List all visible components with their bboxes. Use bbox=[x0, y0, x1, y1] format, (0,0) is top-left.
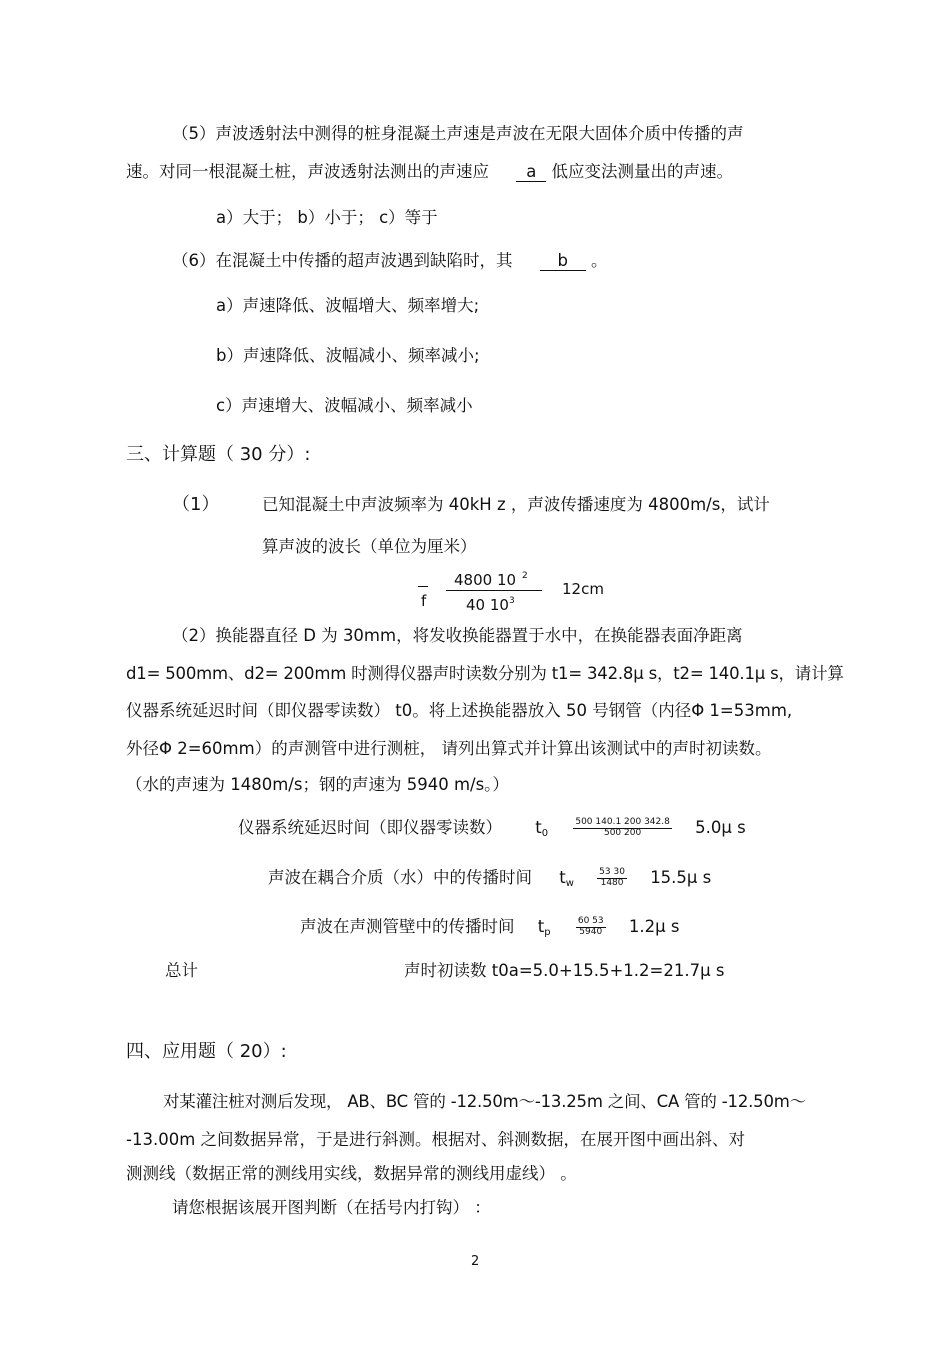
calc-pipe-wall-time bbox=[300, 917, 679, 938]
calc2-fraction bbox=[597, 868, 627, 889]
q5-line2-pre: 速。对同一根混凝土桩，声波透射法测出的声速应 bbox=[126, 162, 489, 181]
q6-stem-pre: （6）在混凝土中传播的超声波遇到缺陷时，其 bbox=[172, 251, 513, 270]
s3-p2-line5: （水的声速为 1480m/s；钢的声速为 5940 m/s。） bbox=[126, 775, 509, 794]
formula-num-exponent: 2 bbox=[522, 571, 528, 581]
calc2-result: 15.5μ s bbox=[650, 867, 712, 887]
q5-line2 bbox=[126, 164, 733, 182]
formula-denominator: 40 10 bbox=[466, 596, 509, 614]
total-label: 总计 bbox=[165, 961, 198, 980]
formula-f-label: f bbox=[421, 592, 427, 610]
total-result: 声时初读数 t0a=5.0+15.5+1.2=21.7μ s bbox=[404, 961, 725, 980]
section4-heading: 四、应用题（ 20）: bbox=[126, 1041, 287, 1062]
page-number: 2 bbox=[471, 1254, 480, 1269]
q6-option-a: a）声速降低、波幅增大、频率增大; bbox=[216, 296, 480, 315]
calc3-numerator: 60 53 bbox=[577, 916, 604, 926]
s3-p2-line2: d1= 500mm、d2= 200mm 时测得仪器声时读数分别为 t1= 342.8μ s，t2= 140.1μ s，请计算 bbox=[126, 664, 844, 683]
calc1-label: 仪器系统延迟时间（即仪器零读数） bbox=[238, 817, 502, 837]
calc3-denominator: 5940 bbox=[579, 926, 603, 937]
s4-line4: 请您根据该展开图判断（在括号内打钩） ： bbox=[172, 1198, 491, 1217]
calc1-denominator: 500 200 bbox=[603, 827, 642, 838]
q5-line2-post: 低应变法测量出的声速。 bbox=[551, 162, 733, 181]
calc3-result: 1.2μ s bbox=[628, 916, 680, 936]
formula-den-exponent: 3 bbox=[508, 596, 515, 606]
q5-line1: （5）声波透射法中测得的桩身混凝土声速是声波在无限大固体介质中传播的声 bbox=[172, 124, 744, 143]
calc2-denominator: 1480 bbox=[600, 877, 624, 888]
calc3-label: 声波在声测管壁中的传播时间 bbox=[300, 916, 515, 936]
q6-option-b: b）声速降低、波幅减小、频率减小; bbox=[216, 346, 480, 365]
calc-water-time bbox=[268, 868, 711, 889]
calc1-numerator: 500 140.1 200 342.8 bbox=[575, 817, 670, 827]
calc3-fraction bbox=[576, 917, 606, 938]
calc1-result: 5.0μ s bbox=[695, 817, 746, 837]
q6-answer-blank: b bbox=[540, 253, 586, 271]
s4-line3: 测测线（数据正常的测线用实线，数据异常的测线用虚线） 。 bbox=[126, 1164, 577, 1183]
q6-stem bbox=[172, 253, 608, 271]
s3-p2-line3: 仪器系统延迟时间（即仪器零读数） t0。将上述换能器放入 50 号钢管（内径Φ 1=53mm, bbox=[126, 701, 793, 720]
s4-line1: 对某灌注桩对测后发现， AB、BC 管的 -12.50m～-13.25m 之间、CA 管的 -12.50m～ bbox=[163, 1092, 806, 1111]
calc-zero-reading bbox=[238, 818, 746, 839]
section3-heading: 三、计算题（ 30 分）: bbox=[126, 444, 311, 465]
q6-option-c: c）声速增大、波幅减小、频率减小 bbox=[216, 396, 473, 415]
s3-p2-line4: 外径Φ 2=60mm）的声测管中进行测桩， 请列出算式并计算出该测试中的声时初读数。 bbox=[126, 739, 772, 758]
calc2-var: t bbox=[559, 867, 566, 887]
s3-p1-number: （1） bbox=[172, 494, 220, 515]
calc1-fraction bbox=[573, 818, 671, 839]
calc3-sub: p bbox=[544, 926, 551, 938]
formula-numerator: 4800 10 bbox=[454, 571, 517, 589]
s3-p1-line1: 已知混凝土中声波频率为 40kH z ，声波传播速度为 4800m/s，试计 bbox=[262, 495, 770, 514]
calc3-var: t bbox=[537, 916, 545, 936]
formula-result: 12cm bbox=[562, 580, 604, 598]
calc1-var: t bbox=[535, 817, 542, 837]
q6-stem-post: 。 bbox=[591, 251, 608, 270]
calc2-label: 声波在耦合介质（水）中的传播时间 bbox=[268, 867, 532, 887]
calc1-sub: 0 bbox=[541, 827, 549, 839]
q5-answer-blank: a bbox=[516, 164, 546, 182]
calc2-sub: w bbox=[565, 877, 574, 889]
s3-p1-line2: 算声波的波长（单位为厘米） bbox=[262, 537, 477, 556]
calc2-numerator: 53 30 bbox=[599, 867, 625, 877]
s4-line2: -13.00m 之间数据异常，于是进行斜测。根据对、斜测数据，在展开图中画出斜、对 bbox=[126, 1130, 746, 1149]
q5-options: a）大于； b）小于； c）等于 bbox=[216, 208, 438, 227]
s3-p2-line1: （2）换能器直径 D 为 30mm，将发收换能器置于水中，在换能器表面净距离 bbox=[172, 626, 743, 645]
